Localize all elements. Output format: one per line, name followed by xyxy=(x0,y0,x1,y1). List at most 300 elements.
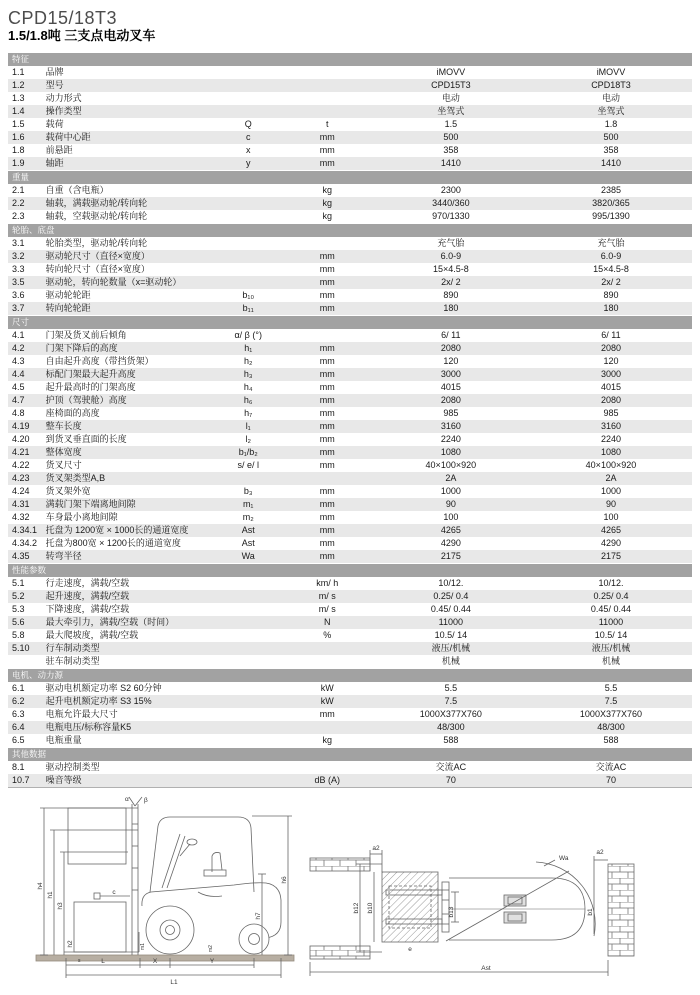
dim-label-m1: m1 xyxy=(140,943,146,950)
row-name: 到货叉垂直面的长度 xyxy=(45,434,127,444)
row-value-cpd18t3: 6.0-9 xyxy=(600,251,622,261)
section-rows xyxy=(8,577,692,668)
row-unit: mm xyxy=(319,499,335,509)
dim-label-s: s xyxy=(78,958,81,964)
load-box xyxy=(74,902,126,952)
row-value-cpd15t3: 1000 xyxy=(440,486,461,496)
row-unit: mm xyxy=(319,290,335,300)
row-symbol xyxy=(214,616,283,629)
row-name: 轴载，满载驱动轮/转向轮 xyxy=(45,198,148,208)
row-value-cpd18t3: 11000 xyxy=(598,617,624,627)
row-value-cpd15t3: 10.5/ 14 xyxy=(434,630,468,640)
row-value-cpd18t3: 10.5/ 14 xyxy=(594,630,628,640)
table-row xyxy=(8,131,692,144)
row-value-cpd18t3: iMOVV xyxy=(596,67,626,77)
row-symbol xyxy=(214,774,283,787)
row-name: 载荷 xyxy=(45,119,64,129)
row-unit: mm xyxy=(319,408,335,418)
row-id: 6.1 xyxy=(12,683,25,693)
table-row xyxy=(8,92,692,105)
row-name: 下降速度，满载/空载 xyxy=(45,604,130,614)
dim-label-b13: b13 xyxy=(448,906,455,918)
row-value-cpd15t3: 11000 xyxy=(438,617,464,627)
row-unit xyxy=(283,472,372,485)
row-value-cpd15t3: 2080 xyxy=(440,395,461,405)
row-value-cpd18t3: 10/12. xyxy=(598,578,624,588)
row-name: 最大牵引力，满载/空载（时间） xyxy=(45,617,175,627)
row-value-cpd15t3: 70 xyxy=(445,775,456,785)
row-name: 轮胎类型，驱动轮/转向轮 xyxy=(45,238,148,248)
page-subtitle: 1.5/1.8吨 三支点电动叉车 xyxy=(8,28,156,43)
table-row xyxy=(8,537,692,550)
row-value-cpd18t3: 15×4.5-8 xyxy=(593,264,629,274)
row-unit: mm xyxy=(319,303,335,313)
row-unit: mm xyxy=(319,447,335,457)
dim-label-beta: β xyxy=(144,797,148,804)
row-id: 4.31 xyxy=(12,499,30,509)
row-symbol xyxy=(214,734,283,747)
row-value-cpd18t3: 3820/365 xyxy=(592,198,630,208)
row-unit xyxy=(283,66,372,79)
row-value-cpd18t3: 985 xyxy=(603,408,619,418)
table-row xyxy=(8,550,692,563)
row-value-cpd15t3: 10/12. xyxy=(438,578,464,588)
section-header: 轮胎、底盘 xyxy=(8,224,692,237)
row-value-cpd15t3: 机械 xyxy=(441,656,460,666)
section-header: 电机、动力源 xyxy=(8,669,692,682)
dim-label-h7: h7 xyxy=(255,912,262,920)
table-row xyxy=(8,761,692,774)
row-value-cpd18t3: 4290 xyxy=(600,538,621,548)
row-unit xyxy=(283,329,372,342)
row-value-cpd15t3: 7.5 xyxy=(444,696,458,706)
row-symbol xyxy=(214,708,283,721)
row-name: 电瓶允许最大尺寸 xyxy=(45,709,118,719)
row-value-cpd15t3: 15×4.5-8 xyxy=(432,264,469,274)
row-value-cpd18t3: 1.8 xyxy=(604,119,618,129)
row-id: 5.3 xyxy=(12,604,25,614)
table-row xyxy=(8,197,692,210)
table-row xyxy=(8,302,692,315)
row-value-cpd18t3: 1080 xyxy=(600,447,621,457)
table-row xyxy=(8,210,692,223)
row-symbol: b₁/b₂ xyxy=(238,447,258,457)
row-value-cpd18t3: 6/ 11 xyxy=(601,330,621,340)
row-unit xyxy=(283,79,372,92)
wall-top-left xyxy=(310,858,370,871)
row-id: 4.2 xyxy=(12,343,25,353)
row-name: 动力形式 xyxy=(45,93,82,103)
row-unit: mm xyxy=(319,434,335,444)
row-unit: mm xyxy=(319,486,335,496)
row-id: 4.32 xyxy=(12,512,30,522)
row-unit: kW xyxy=(320,696,334,706)
row-value-cpd18t3: 0.25/ 0.4 xyxy=(593,591,629,601)
row-name: 托盘为 1200宽 × 1000长的通道宽度 xyxy=(45,525,189,535)
row-unit xyxy=(283,655,372,668)
row-unit xyxy=(283,92,372,105)
row-symbol: c xyxy=(245,132,251,142)
row-id: 4.8 xyxy=(12,408,25,418)
row-value-cpd15t3: 6.0-9 xyxy=(440,251,462,261)
table-row xyxy=(8,655,692,668)
row-name: 最大爬坡度，满载/空载 xyxy=(45,630,139,640)
row-symbol xyxy=(214,66,283,79)
row-id: 4.34.2 xyxy=(12,538,38,548)
row-symbol: h₂ xyxy=(243,356,253,366)
wall-bottom-left xyxy=(310,946,370,959)
row-value-cpd18t3: 2A xyxy=(605,473,617,483)
row-name: 托盘为800宽 × 1200长的通道宽度 xyxy=(45,538,181,548)
dim-label-b12: b12 xyxy=(353,902,360,914)
dim-label-a2-left: a2 xyxy=(372,845,380,852)
row-symbol xyxy=(214,105,283,118)
table-row xyxy=(8,105,692,118)
row-value-cpd15t3: 588 xyxy=(443,735,459,745)
raised-load-outline xyxy=(68,808,126,864)
row-unit xyxy=(283,721,372,734)
row-id: 2.3 xyxy=(12,211,25,221)
row-symbol xyxy=(214,761,283,774)
row-value-cpd15t3: 2x/ 2 xyxy=(441,277,461,287)
row-value-cpd15t3: 2175 xyxy=(440,551,461,561)
table-row xyxy=(8,511,692,524)
row-symbol: l₂ xyxy=(245,434,251,444)
row-name: 行走速度，满载/空载 xyxy=(45,578,130,588)
row-id: 4.23 xyxy=(12,473,30,483)
table-row xyxy=(8,708,692,721)
row-symbol xyxy=(214,79,283,92)
row-symbol: x xyxy=(245,145,251,155)
row-id: 5.10 xyxy=(12,643,30,653)
row-name: 行车制动类型 xyxy=(45,643,100,653)
row-id: 2.1 xyxy=(12,185,25,195)
row-unit: kW xyxy=(320,683,334,693)
row-name: 前悬距 xyxy=(45,145,73,155)
row-id: 1.4 xyxy=(12,106,25,116)
table-row xyxy=(8,66,692,79)
row-id: 6.5 xyxy=(12,735,25,745)
row-symbol xyxy=(214,603,283,616)
row-name: 转弯半径 xyxy=(45,551,82,561)
row-value-cpd15t3: CPD15T3 xyxy=(431,80,471,90)
row-id: 4.5 xyxy=(12,382,25,392)
row-unit xyxy=(283,761,372,774)
table-row xyxy=(8,498,692,511)
row-id: 6.4 xyxy=(12,722,25,732)
ground-line xyxy=(36,955,294,961)
row-id: 1.6 xyxy=(12,132,25,142)
row-value-cpd18t3: 4015 xyxy=(600,382,621,392)
section-header: 重量 xyxy=(8,171,692,184)
row-id: 4.20 xyxy=(12,434,30,444)
row-unit: mm xyxy=(319,551,335,561)
wall-right xyxy=(608,864,634,956)
row-unit: mm xyxy=(319,512,335,522)
page-title: CPD15/18T3 xyxy=(8,8,118,28)
table-row xyxy=(8,289,692,302)
row-symbol: h₆ xyxy=(243,395,253,405)
row-value-cpd18t3: 2080 xyxy=(600,395,621,405)
row-unit: mm xyxy=(319,369,335,379)
row-value-cpd15t3: 0.45/ 0.44 xyxy=(430,604,471,614)
row-value-cpd15t3: 4265 xyxy=(440,525,461,535)
row-symbol: y xyxy=(245,158,251,168)
dim-label-L: L xyxy=(101,958,105,965)
row-symbol: Q xyxy=(244,119,252,129)
row-name: 轴距 xyxy=(45,158,64,168)
dim-label-b1: b1 xyxy=(587,908,594,916)
table-row xyxy=(8,695,692,708)
row-name: 起升最高时的门架高度 xyxy=(45,382,136,392)
row-value-cpd15t3: 液压/机械 xyxy=(431,643,471,653)
row-name: 电瓶电压/标称容量K5 xyxy=(45,722,132,732)
row-value-cpd18t3: 3160 xyxy=(600,421,621,431)
row-value-cpd15t3: 1000X377X760 xyxy=(419,709,482,719)
row-symbol xyxy=(214,577,283,590)
row-id: 3.5 xyxy=(12,277,25,287)
spec-table xyxy=(8,53,692,788)
row-symbol xyxy=(214,237,283,250)
row-id: 3.7 xyxy=(12,303,25,313)
technical-drawings xyxy=(8,794,692,995)
row-unit: mm xyxy=(319,421,335,431)
row-id: 1.8 xyxy=(12,145,25,155)
table-row xyxy=(8,381,692,394)
row-value-cpd15t3: 1410 xyxy=(440,158,461,168)
row-value-cpd18t3: 995/1390 xyxy=(592,211,630,221)
row-value-cpd15t3: 5.5 xyxy=(444,683,458,693)
row-id: 2.2 xyxy=(12,198,25,208)
row-value-cpd15t3: 90 xyxy=(445,499,456,509)
row-name: 满载门架下端离地间隙 xyxy=(45,499,136,509)
row-value-cpd15t3: 3160 xyxy=(440,421,461,431)
table-row xyxy=(8,184,692,197)
row-value-cpd15t3: 500 xyxy=(443,132,459,142)
row-symbol: l₁ xyxy=(245,421,251,431)
row-id: 5.1 xyxy=(12,578,25,588)
row-id: 3.6 xyxy=(12,290,25,300)
row-value-cpd15t3: 坐驾式 xyxy=(437,106,465,116)
row-id: 4.7 xyxy=(12,395,25,405)
row-unit: N xyxy=(324,617,331,627)
row-value-cpd18t3: 40×100×920 xyxy=(585,460,637,470)
row-value-cpd15t3: 970/1330 xyxy=(432,211,470,221)
row-symbol xyxy=(214,642,283,655)
row-unit: m/ s xyxy=(318,591,336,601)
row-id: 4.22 xyxy=(12,460,30,470)
row-value-cpd15t3: 4290 xyxy=(440,538,461,548)
row-value-cpd15t3: 1.5 xyxy=(444,119,458,129)
row-symbol: s/ e/ l xyxy=(237,460,259,470)
table-row xyxy=(8,394,692,407)
row-value-cpd18t3: CPD18T3 xyxy=(591,80,631,90)
row-id: 4.19 xyxy=(12,421,30,431)
dim-label-c: c xyxy=(112,889,116,896)
row-value-cpd15t3: 2A xyxy=(445,473,457,483)
row-value-cpd18t3: 机械 xyxy=(601,656,620,666)
row-value-cpd18t3: 1000 xyxy=(600,486,621,496)
row-symbol: h₄ xyxy=(243,382,253,392)
row-symbol: α/ β (°) xyxy=(234,330,262,340)
table-row xyxy=(8,329,692,342)
row-symbol: b₁₀ xyxy=(242,290,255,300)
row-name: 驱动电机额定功率 S2 60分钟 xyxy=(45,683,162,693)
row-symbol xyxy=(214,184,283,197)
row-value-cpd15t3: 2240 xyxy=(440,434,461,444)
row-value-cpd15t3: 985 xyxy=(443,408,459,418)
dim-label-m2: m2 xyxy=(208,945,214,952)
dim-label-alpha: α xyxy=(125,796,129,803)
pallet-outline xyxy=(382,872,438,942)
row-symbol xyxy=(214,250,283,263)
dim-label-wa: Wa xyxy=(559,855,569,862)
row-id: 1.9 xyxy=(12,158,25,168)
row-symbol: m₁ xyxy=(242,499,254,509)
row-value-cpd18t3: 48/300 xyxy=(597,722,625,732)
row-name: 货叉架类型A,B xyxy=(45,473,106,483)
table-row xyxy=(8,250,692,263)
row-id: 3.3 xyxy=(12,264,25,274)
row-name: 驱动轮，转向轮数量（x=驱动轮） xyxy=(45,277,182,287)
table-row xyxy=(8,368,692,381)
row-value-cpd15t3: 2300 xyxy=(440,185,461,195)
row-name: 起升速度，满载/空载 xyxy=(45,591,130,601)
row-id: 8.1 xyxy=(12,762,25,772)
row-id: 6.2 xyxy=(12,696,25,706)
table-row xyxy=(8,629,692,642)
row-symbol: Ast xyxy=(241,525,255,535)
row-id: 1.3 xyxy=(12,93,25,103)
row-name: 自由起升高度（带挡货架） xyxy=(45,356,154,366)
row-value-cpd18t3: 3000 xyxy=(600,369,621,379)
section-rows xyxy=(8,184,692,223)
row-symbol: b₃ xyxy=(243,486,253,496)
row-value-cpd18t3: 890 xyxy=(603,290,619,300)
row-unit: kg xyxy=(322,735,333,745)
row-id: 5.2 xyxy=(12,591,25,601)
row-name: 门架下降后的高度 xyxy=(45,343,118,353)
table-row xyxy=(8,603,692,616)
row-symbol xyxy=(214,197,283,210)
dim-label-e: e xyxy=(408,946,412,953)
row-value-cpd15t3: 890 xyxy=(443,290,459,300)
row-unit: km/ h xyxy=(316,578,339,588)
table-row xyxy=(8,407,692,420)
table-row xyxy=(8,355,692,368)
row-value-cpd15t3: 6/ 11 xyxy=(441,330,461,340)
table-row xyxy=(8,721,692,734)
table-row xyxy=(8,263,692,276)
row-value-cpd18t3: 2x/ 2 xyxy=(601,277,621,287)
row-value-cpd15t3: 充气胎 xyxy=(437,238,465,248)
row-id: 6.3 xyxy=(12,709,25,719)
dim-label-h1: h1 xyxy=(47,891,54,899)
row-unit: mm xyxy=(319,460,335,470)
row-name: 标配门架最大起升高度 xyxy=(45,369,136,379)
row-unit: mm xyxy=(319,132,335,142)
row-symbol: h₇ xyxy=(244,408,253,418)
row-id: 10.7 xyxy=(12,775,30,785)
row-name: 转向轮尺寸（直径×宽度） xyxy=(45,264,150,274)
table-row xyxy=(8,590,692,603)
table-row xyxy=(8,276,692,289)
row-value-cpd18t3: 90 xyxy=(605,499,616,509)
row-value-cpd18t3: 交流AC xyxy=(595,762,627,772)
row-value-cpd15t3: 0.25/ 0.4 xyxy=(433,591,469,601)
row-value-cpd15t3: 180 xyxy=(443,303,459,313)
side-view-drawing xyxy=(36,797,294,978)
row-unit: mm xyxy=(319,145,335,155)
section-rows xyxy=(8,237,692,315)
section-header: 其他数据 xyxy=(8,748,692,761)
dim-label-h6: h6 xyxy=(281,876,288,884)
row-value-cpd15t3: 3000 xyxy=(440,369,461,379)
row-value-cpd15t3: 电动 xyxy=(441,93,460,103)
drawing-canvas xyxy=(8,794,700,990)
table-row xyxy=(8,524,692,537)
dim-label-h4: h4 xyxy=(37,882,44,890)
table-row xyxy=(8,433,692,446)
table-row xyxy=(8,118,692,131)
row-symbol xyxy=(214,590,283,603)
row-value-cpd18t3: 充气胎 xyxy=(597,238,625,248)
row-unit: mm xyxy=(319,277,335,287)
row-name: 品牌 xyxy=(45,67,64,77)
row-name: 噪音等级 xyxy=(45,775,82,785)
row-unit: % xyxy=(323,630,332,640)
table-row xyxy=(8,577,692,590)
row-id: 4.24 xyxy=(12,486,30,496)
table-row xyxy=(8,472,692,485)
row-value-cpd15t3: 48/300 xyxy=(437,722,465,732)
row-value-cpd18t3: 500 xyxy=(603,132,619,142)
row-value-cpd18t3: 1410 xyxy=(600,158,621,168)
row-value-cpd18t3: 液压/机械 xyxy=(591,643,631,653)
section-header: 特征 xyxy=(8,53,692,66)
row-id: 4.3 xyxy=(12,356,25,366)
dim-label-h3: h3 xyxy=(57,902,64,910)
table-row xyxy=(8,79,692,92)
row-value-cpd15t3: 40×100×920 xyxy=(425,460,477,470)
row-unit: kg xyxy=(322,211,333,221)
dim-label-Y: Y xyxy=(209,958,215,965)
row-value-cpd18t3: 电动 xyxy=(601,93,620,103)
row-unit: m/ s xyxy=(318,604,336,614)
row-id: 1.5 xyxy=(12,119,25,129)
table-row xyxy=(8,734,692,747)
table-row xyxy=(8,446,692,459)
row-name: 货叉尺寸 xyxy=(45,460,82,470)
row-name: 驻车制动类型 xyxy=(45,656,100,666)
row-unit: kg xyxy=(322,185,333,195)
row-symbol: Wa xyxy=(241,551,255,561)
row-unit xyxy=(283,642,372,655)
row-value-cpd18t3: 5.5 xyxy=(604,683,618,693)
dim-label-h2: h2 xyxy=(67,940,74,948)
row-symbol: h₃ xyxy=(243,369,253,379)
row-value-cpd18t3: 1000X377X760 xyxy=(579,709,642,719)
row-symbol: Ast xyxy=(241,538,255,548)
row-value-cpd18t3: 100 xyxy=(603,512,619,522)
row-name: 型号 xyxy=(45,80,64,90)
row-name: 车身最小离地间隙 xyxy=(45,512,118,522)
table-row xyxy=(8,485,692,498)
table-row xyxy=(8,682,692,695)
row-value-cpd15t3: 358 xyxy=(443,145,459,155)
table-row xyxy=(8,616,692,629)
row-unit xyxy=(283,237,372,250)
